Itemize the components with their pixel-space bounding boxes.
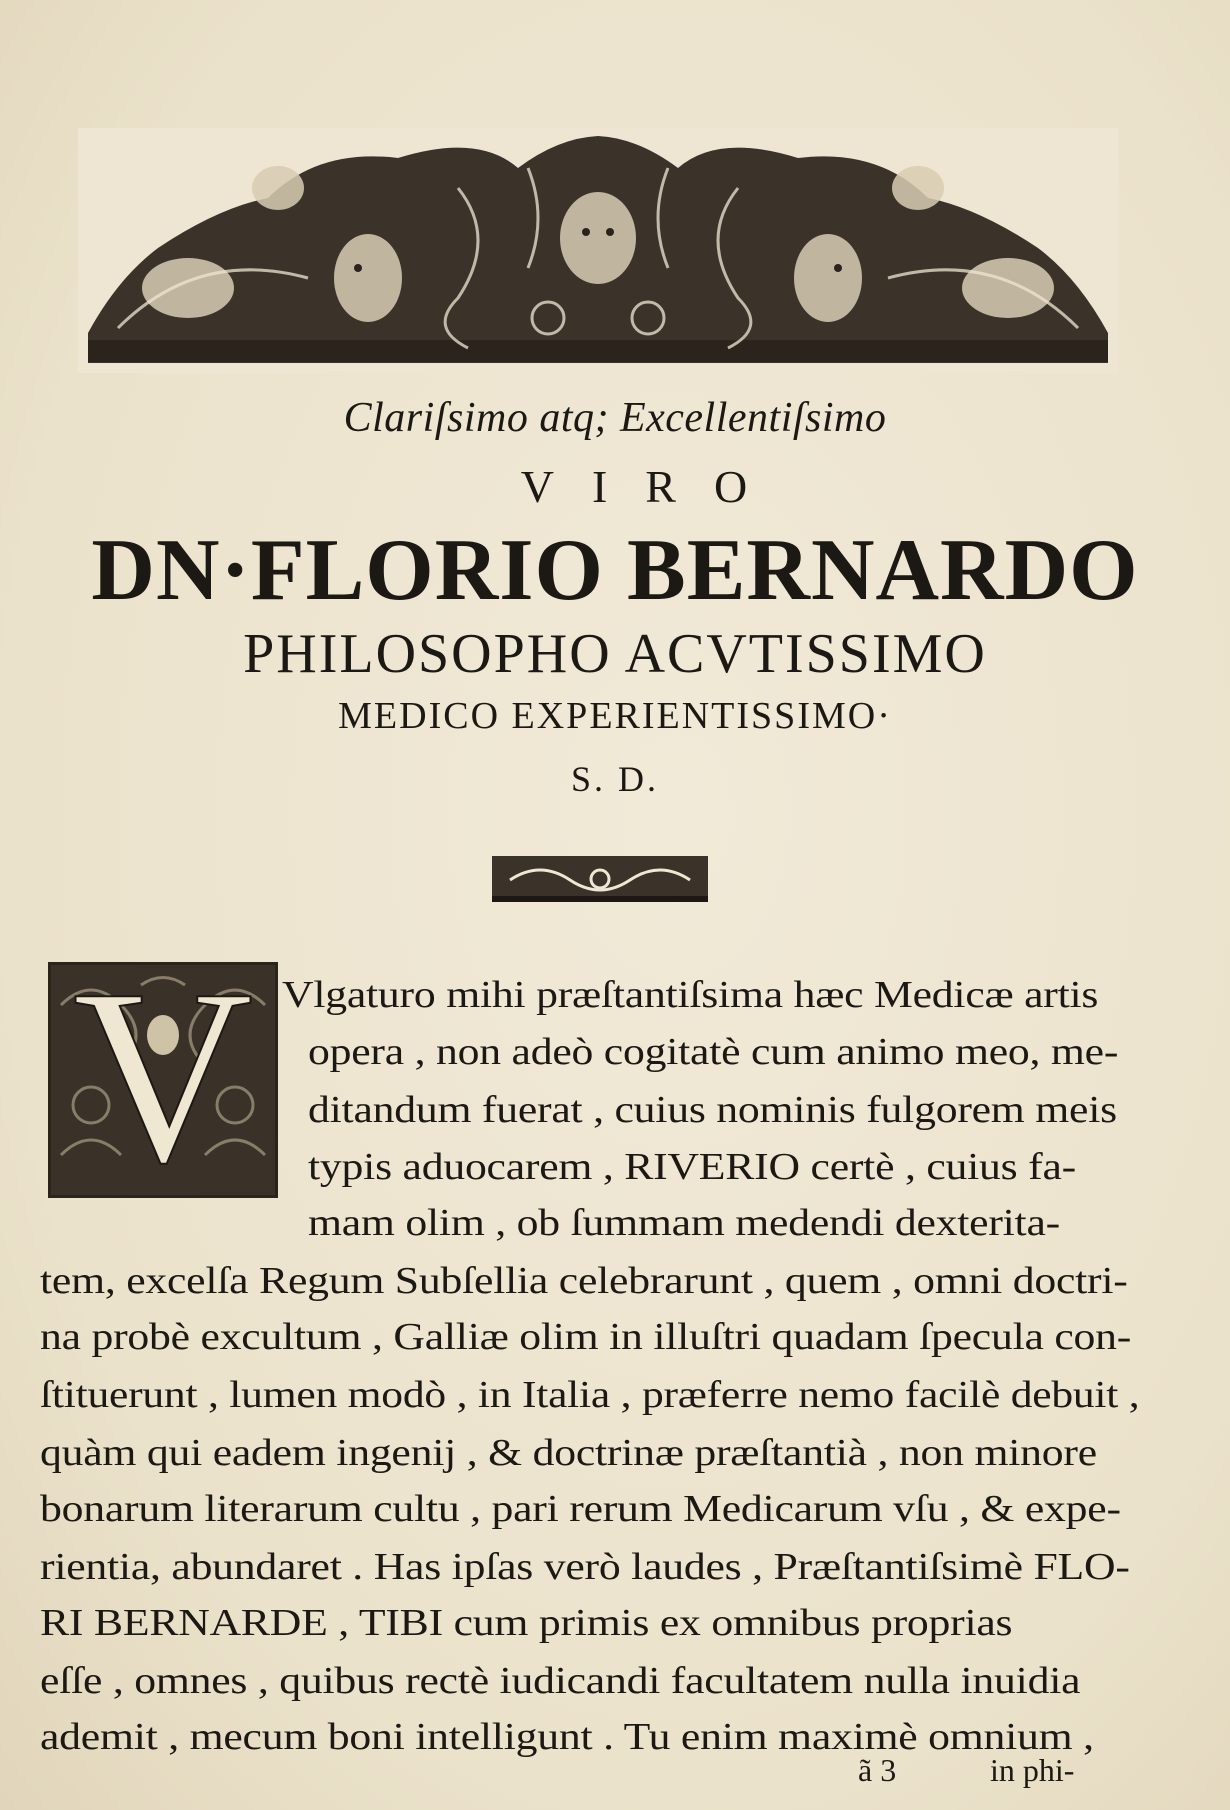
text-line: eſſe , omnes , quibus rectè iudicandi facultatem nulla inuidia bbox=[40, 1660, 1081, 1702]
text-line: bonarum literarum cultu , pari rerum Medicarum vſu , & expe- bbox=[40, 1488, 1121, 1530]
text-line: typis aduocarem , RIVERIO certè , cuius fa- bbox=[308, 1146, 1076, 1188]
dedicatee-name: DN·FLORIO BERNARDO bbox=[91, 522, 1139, 619]
dedication-line: Clariſsimo atq; Excellentiſsimo bbox=[343, 395, 887, 441]
text-line: ſtituerunt , lumen modò , in Italia , præferre nemo facilè debuit , bbox=[40, 1374, 1140, 1416]
viro-heading: VIRO bbox=[520, 461, 786, 512]
signature-mark: ã 3 bbox=[858, 1752, 897, 1788]
catchword: in phi- bbox=[990, 1752, 1075, 1788]
dedicatee-title-philosopher: PHILOSOPHO ACVTISSIMO bbox=[243, 623, 987, 685]
decorated-initial bbox=[48, 938, 278, 1215]
text-line: tem, excelſa Regum Subſellia celebrarunt , quem , omni doctri- bbox=[40, 1260, 1128, 1302]
text-line: mam olim , ob ſummam medendi dexterita- bbox=[308, 1202, 1060, 1244]
text-line: RI BERNARDE , TIBI cum primis ex omnibus proprias bbox=[40, 1602, 1013, 1644]
salutation: S. D. bbox=[570, 759, 660, 799]
text-line: Vlgaturo mihi præſtantiſsima hæc Medicæ artis bbox=[282, 974, 1099, 1016]
text-line: ditandum fuerat , cuius nominis fulgorem meis bbox=[308, 1089, 1117, 1131]
divider-ornament bbox=[490, 850, 710, 908]
text-line: quàm qui eadem ingenij , & doctrinæ præſtantià , non minore bbox=[40, 1432, 1097, 1474]
text-line: na probè excultum , Galliæ olim in illuſtri quadam ſpecula con- bbox=[40, 1316, 1132, 1358]
headpiece-ornament bbox=[78, 128, 1118, 373]
initial-letter-v: V bbox=[72, 938, 254, 1215]
text-line: opera , non adeò cogitatè cum animo meo, me- bbox=[308, 1031, 1119, 1073]
text-line: rientia, abundaret . Has ipſas verò laudes , Præſtantiſsimè FLO- bbox=[40, 1546, 1130, 1588]
text-line: ademit , mecum boni intelligunt . Tu enim maximè omnium , bbox=[40, 1716, 1094, 1758]
dedicatee-title-physician: MEDICO EXPERIENTISSIMO· bbox=[338, 695, 892, 737]
